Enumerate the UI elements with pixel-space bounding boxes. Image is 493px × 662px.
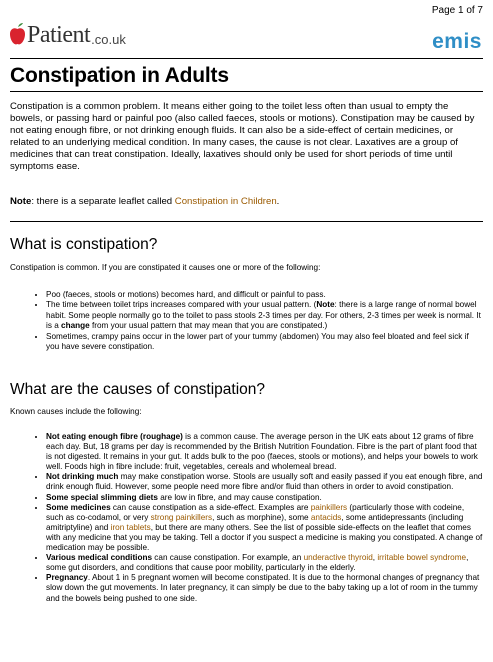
note-label: Note [10,196,32,207]
list-item: • Not drinking much may make constipation worse. Stools are usually soft and easily passed if you eat enough fibre, and drink enough fluid. However, some people need more fibre and/or fluid than others in order to avoid constipation. [46,472,483,492]
section-rule [10,221,483,222]
page-title: Constipation in Adults [10,64,229,87]
list-item: • Sometimes, crampy pains occur in the lower part of your tummy (abdomen) You may also feel bloated and feel sick if you have severe constipation. [46,332,483,353]
title-rule [10,91,483,92]
painkillers-link[interactable]: painkillers [310,502,348,512]
note-end: . [276,196,280,207]
underactive-thyroid-link[interactable]: underactive thyroid [303,553,373,563]
section2-lead: Known causes include the following: [10,407,142,416]
list-item: • Pregnancy. About 1 in 5 pregnant women will become constipated. It is due to the hormonal changes of pregnancy that slow down the gut movements. In later pregnancy, it can simply be due to the baby taking up a lot of room in the tummy and the bowels being pushed to one side. [46,573,483,603]
strong-painkillers-link[interactable]: strong painkillers [150,512,213,522]
note-text: : there is a separate leaflet called [31,196,175,207]
list-item: • Not eating enough fibre (roughage) is a common cause. The average person in the UK eats about 12 grams of fibre each day. But, 18 grams per day is recommended by the British Nutrition Foundation. Fibre is the part of plant food that is not digested. It remains in your gut. It adds bulk to the poo (faeces, stools or motions), and helps your bowels to work well. Foods high in fibre include: fruit, vegetables, cereals and wholemeal bread. [46,432,483,472]
page-number: Page 1 of 7 [431,5,483,16]
section1-lead: Constipation is common. If you are constipated it causes one or more of the following: [10,263,321,272]
antacids-link[interactable]: antacids [310,512,342,522]
symptoms-list [10,290,483,352]
section-heading-what-is: What is constipation? [10,236,158,253]
list-item: • Some medicines can cause constipation as a side-effect. Examples are painkillers (particularly those with codeine, such as co-codamol, or very strong painkillers, such as morphine), some antacids, some antidepressants (including amitriptyline) and iron tablets, but there are many others. See the list of possible side-effects on the leaflet that comes with any medicine that you may be taking. Tell a doctor if you suspect a medicine is making you constipated. A change of medication may be possible. [46,503,483,553]
apple-logo-icon [10,23,25,47]
emis-logo[interactable]: emis [432,30,482,53]
list-item: • The time between toilet trips increases compared with your usual pattern. (Note: there is a large range of normal bowel habit. Some people normally go to the toilet to pass stools 2-3 times per day. For others, 2-3 times per week is normal. It is a change from your usual pattern that may mean that you are constipated.) [46,300,483,331]
constipation-children-link[interactable]: Constipation in Children [174,196,277,207]
logo-suffix: .co.uk [91,32,126,47]
intro-paragraph: Constipation is a common problem. It means either going to the toilet less often than usual to empty the bowels, or passing hard or painful poo (also called faeces, stools or motions). Constipation may be caused by not eating enough fibre, or not drinking enough fluids. It can also be a side-effect of certain medicines, or related to an underlying medical condition. In many cases, the cause is not clear. Laxatives are a group of medicines that can treat constipation. Ideally, laxatives should only be used for short periods of time until symptoms ease. [10,101,475,172]
list-item: • Some special slimming diets are low in fibre, and may cause constipation. [46,493,483,503]
list-item: • Various medical conditions can cause constipation. For example, an underactive thyroid, irritable bowel syndrome, some gut disorders, and conditions that cause poor mobility, particularly in the elderly. [46,553,483,573]
header-rule [10,58,483,59]
iron-tablets-link[interactable]: iron tablets [110,522,151,532]
logo-text: Patient [27,22,91,48]
note-paragraph [10,196,483,208]
patient-logo[interactable] [10,23,126,47]
section-heading-causes: What are the causes of constipation? [10,381,266,398]
irritable-bowel-syndrome-link[interactable]: irritable bowel syndrome [377,553,467,563]
causes-list [10,432,483,604]
list-item: • Poo (faeces, stools or motions) becomes hard, and difficult or painful to pass. [46,290,483,300]
